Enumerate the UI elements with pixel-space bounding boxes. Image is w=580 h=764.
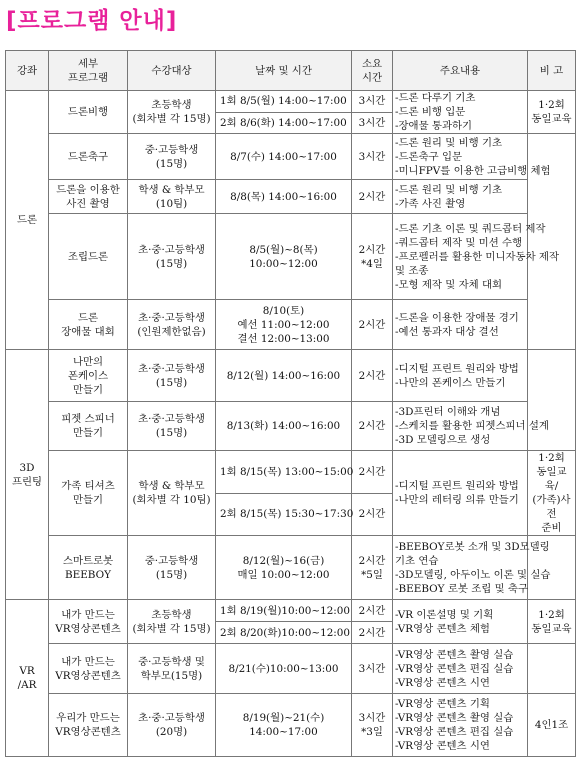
target-cell: 중·고등학생 (15명)	[128, 134, 216, 180]
target-cell: 학생 & 학부모 (10팀)	[128, 180, 216, 214]
datetime-cell: 8/5(월)~8(목) 10:00~12:00	[216, 214, 352, 300]
datetime-cell: 2회 8/20(화)10:00~12:00	[216, 622, 352, 644]
content-cell: -드론 기초 이론 및 쿼드콥터 제작 -쿼드콥터 제작 및 미션 수행 -프로펠러를 활용한 미니자동차 제작 및 조종 -모형 제작 및 자체 대회	[393, 214, 528, 300]
header-datetime: 날짜 및 시간	[216, 51, 352, 91]
target-cell: 학생 & 학부모 (회차별 각 10팀)	[128, 451, 216, 536]
table-row	[6, 134, 576, 180]
table-row	[6, 350, 576, 402]
note-cell-empty	[528, 350, 576, 451]
table-row	[6, 214, 576, 300]
content-cell: -VR 이론설명 및 기획 -VR영상 콘텐츠 체험	[393, 600, 528, 644]
datetime-cell: 1회 8/5(월) 14:00~17:00	[216, 91, 352, 113]
program-cell: 드론비행	[49, 91, 128, 134]
content-cell: -BEEBOY로봇 소개 및 3D모델링 기초 연습 -3D모델링, 아두이노 이론 및 실습 -BEEBOY 로봇 조립 및 축구	[393, 536, 528, 600]
content-cell: -3D프린터 이해와 개념 -스케치를 활용한 피젯스피너 설계 -3D 모델링으로 생성	[393, 402, 528, 451]
datetime-cell: 1회 8/19(월)10:00~12:00	[216, 600, 352, 622]
duration-cell: 3시간 *3일	[352, 694, 393, 757]
program-cell: 드론 장애물 대회	[49, 300, 128, 350]
duration-cell: 2시간	[352, 300, 393, 350]
content-cell: -드론을 이용한 장애물 경기 -예선 통과자 대상 결선	[393, 300, 528, 350]
target-cell: 중·고등학생 (15명)	[128, 536, 216, 600]
header-content: 주요내용	[393, 51, 528, 91]
note-cell: 1·2회 동일교육	[528, 91, 576, 134]
target-cell: 초·중·고등학생 (15명)	[128, 402, 216, 451]
duration-cell: 2시간	[352, 600, 393, 622]
duration-cell: 2시간	[352, 622, 393, 644]
datetime-cell: 8/7(수) 14:00~17:00	[216, 134, 352, 180]
datetime-cell: 8/12(월)~16(금) 매일 10:00~12:00	[216, 536, 352, 600]
area-cell-vrar: VR /AR	[6, 600, 49, 757]
target-cell: 중·고등학생 및 학부모(15명)	[128, 644, 216, 694]
datetime-cell: 8/10(토) 예선 11:00~12:00 결선 12:00~13:00	[216, 300, 352, 350]
header-target: 수강대상	[128, 51, 216, 91]
target-cell: 초·중·고등학생 (인원제한없음)	[128, 300, 216, 350]
duration-cell: 2시간 *4일	[352, 214, 393, 300]
table-row	[6, 402, 576, 451]
datetime-cell: 8/21(수)10:00~13:00	[216, 644, 352, 694]
content-cell: -VR영상 콘텐츠 기획 -VR영상 콘텐츠 촬영 실습 -VR영상 콘텐츠 편집 실습 -VR영상 콘텐츠 시연	[393, 694, 528, 757]
note-cell: 1·2회 동일교육/ (가족)사전 준비	[528, 451, 576, 536]
area-cell-3d: 3D 프린팅	[6, 350, 49, 600]
duration-cell: 3시간	[352, 112, 393, 134]
duration-cell: 2시간 *5일	[352, 536, 393, 600]
content-cell: -VR영상 콘텐츠 촬영 실습 -VR영상 콘텐츠 편집 실습 -VR영상 콘텐츠 시연	[393, 644, 528, 694]
duration-cell: 2시간	[352, 180, 393, 214]
table-row	[6, 91, 576, 113]
program-cell: 가족 티셔츠 만들기	[49, 451, 128, 536]
table-row	[6, 644, 576, 694]
duration-cell: 3시간	[352, 644, 393, 694]
content-cell: -드론 원리 및 비행 기초 -드론축구 입문 -미니FPV를 이용한 고급비행 체험	[393, 134, 528, 180]
header-note: 비 고	[528, 51, 576, 91]
duration-cell: 3시간	[352, 134, 393, 180]
header-area: 강좌	[6, 51, 49, 91]
area-cell-drone: 드론	[6, 91, 49, 350]
table-header-row	[6, 51, 576, 91]
content-cell: -디지털 프린트 원리와 방법 -나만의 폰케이스 만들기	[393, 350, 528, 402]
content-cell: -디지털 프린트 원리와 방법 -나만의 레터링 의류 만들기	[393, 451, 528, 536]
program-cell: 스마트로봇 BEEBOY	[49, 536, 128, 600]
program-cell: 나만의 폰케이스 만들기	[49, 350, 128, 402]
target-cell: 초등학생 (회차별 각 15명)	[128, 600, 216, 644]
header-program: 세부 프로그램	[49, 51, 128, 91]
note-cell: 4인1조	[528, 694, 576, 757]
program-cell: 피젯 스피너 만들기	[49, 402, 128, 451]
duration-cell: 2시간	[352, 493, 393, 536]
program-cell: 내가 만드는 VR영상콘텐츠	[49, 600, 128, 644]
datetime-cell: 8/12(월) 14:00~16:00	[216, 350, 352, 402]
datetime-cell: 8/13(화) 14:00~16:00	[216, 402, 352, 451]
program-cell: 드론을 이용한 사진 촬영	[49, 180, 128, 214]
target-cell: 초·중·고등학생 (15명)	[128, 214, 216, 300]
target-cell: 초·중·고등학생 (20명)	[128, 694, 216, 757]
duration-cell: 2시간	[352, 350, 393, 402]
table-row	[6, 451, 576, 494]
note-cell: 1·2회 동일교육	[528, 600, 576, 644]
content-cell: -드론 다루기 기초 -드론 비행 입문 -장애물 통과하기	[393, 91, 528, 134]
program-cell: 조립드론	[49, 214, 128, 300]
target-cell: 초·중·고등학생 (15명)	[128, 350, 216, 402]
table-row	[6, 180, 576, 214]
table-row	[6, 300, 576, 350]
page-title: [프로그램 안내]	[6, 8, 178, 34]
datetime-cell: 1회 8/15(목) 13:00~15:00	[216, 451, 352, 494]
datetime-cell: 2회 8/15(목) 15:30~17:30	[216, 493, 352, 536]
program-cell: 우리가 만드는 VR영상콘텐츠	[49, 694, 128, 757]
note-cell-empty	[528, 644, 576, 694]
program-table	[5, 50, 576, 757]
duration-cell: 2시간	[352, 402, 393, 451]
duration-cell: 2시간	[352, 451, 393, 494]
header-duration: 소요 시간	[352, 51, 393, 91]
datetime-cell: 8/19(월)~21(수) 14:00~17:00	[216, 694, 352, 757]
duration-cell: 3시간	[352, 91, 393, 113]
target-cell: 초등학생 (회차별 각 15명)	[128, 91, 216, 134]
program-cell: 드론축구	[49, 134, 128, 180]
datetime-cell: 2회 8/6(화) 14:00~17:00	[216, 112, 352, 134]
table-row	[6, 536, 576, 600]
table-row	[6, 600, 576, 622]
datetime-cell: 8/8(목) 14:00~16:00	[216, 180, 352, 214]
table-row	[6, 694, 576, 757]
content-cell: -드론 원리 및 비행 기초 -가족 사진 촬영	[393, 180, 528, 214]
program-cell: 내가 만드는 VR영상콘텐츠	[49, 644, 128, 694]
